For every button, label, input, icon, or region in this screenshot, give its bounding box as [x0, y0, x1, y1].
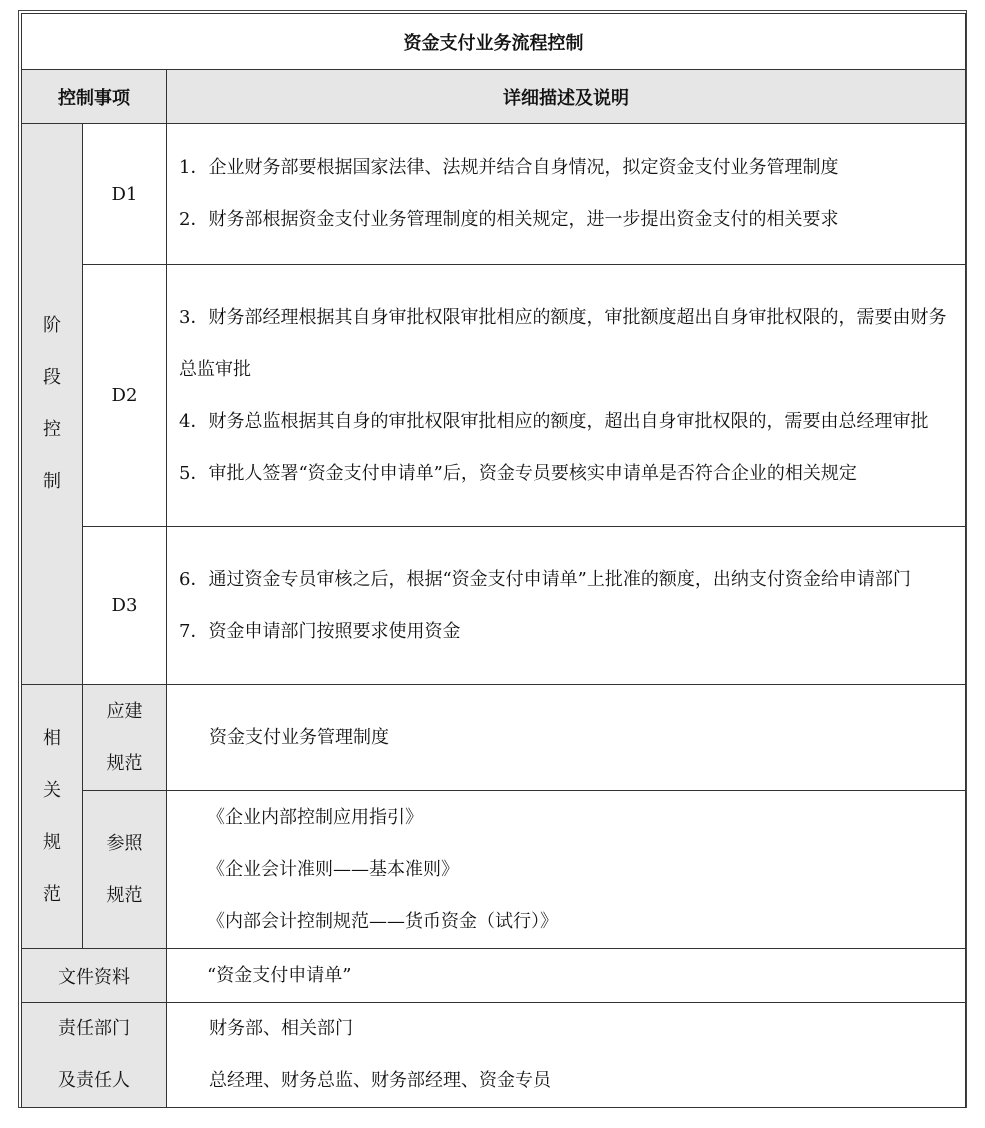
responsibility-label: [22, 1003, 167, 1108]
norms-label-char: 范: [43, 883, 61, 905]
stage-control-label: [22, 124, 83, 685]
process-control-table: [21, 13, 966, 1108]
documents-row: [22, 949, 966, 1003]
desc-line: 3．财务部经理根据其自身审批权限审批相应的额度，审批额度超出自身审批权限的，需要由财务总监审批: [179, 306, 947, 380]
norms-reference-row: [22, 791, 966, 949]
stage-desc-d1: [167, 124, 966, 265]
desc-line: 4．财务总监根据其自身的审批权限审批相应的额度，超出自身审批权限的，需要由总经理审批: [179, 410, 929, 432]
desc-line: 5．审批人签署“资金支付申请单”后，资金专员要核实申请单是否符合企业的相关规定: [179, 462, 857, 484]
norm-item: 《内部会计控制规范——货币资金（试行）》: [207, 910, 558, 932]
norms-should-build-row: [22, 685, 966, 791]
responsibility-line: 财务部、相关部门: [209, 1018, 353, 1039]
norms-label-char: 相: [43, 727, 61, 749]
should-build-items: [167, 685, 966, 791]
stage-desc-d3: [167, 527, 966, 685]
label-line: 规范: [106, 884, 143, 906]
table-title: 资金支付业务流程控制: [22, 14, 966, 70]
norms-label-char: 关: [43, 779, 61, 801]
label-line: 规范: [106, 752, 143, 774]
responsibility-row: [22, 1003, 966, 1108]
label-line: 责任部门: [58, 1018, 130, 1039]
norm-item: 《企业内部控制应用指引》: [207, 806, 423, 828]
stage-row-d2: [22, 265, 966, 527]
norm-item: 《企业会计准则——基本准则》: [207, 858, 459, 880]
responsibility-lines: [167, 1003, 966, 1108]
header-row: [22, 70, 966, 124]
related-norms-label: [22, 685, 83, 949]
desc-line: 2．财务部根据资金支付业务管理制度的相关规定，进一步提出资金支付的相关要求: [179, 209, 839, 230]
stage-label-char: 制: [43, 471, 61, 492]
documents-label: 文件资料: [22, 949, 167, 1003]
stage-row-d3: [22, 527, 966, 685]
header-description: 详细描述及说明: [167, 70, 966, 124]
should-build-label: [83, 685, 167, 791]
desc-line: 6．通过资金专员审核之后，根据“资金支付申请单”上批准的额度，出纳支付资金给申请部门: [179, 568, 911, 590]
stage-code-d3: D3: [83, 527, 167, 685]
documents-value: “资金支付申请单”: [167, 949, 966, 1003]
desc-line: 7．资金申请部门按照要求使用资金: [179, 620, 461, 642]
header-control-item: 控制事项: [22, 70, 167, 124]
stage-row-d1: [22, 124, 966, 265]
stage-label-char: 阶: [43, 315, 61, 336]
stage-code-d1: D1: [83, 124, 167, 265]
title-row: [22, 14, 966, 70]
stage-label-char: 控: [43, 419, 61, 440]
stage-desc-d2: [167, 265, 966, 527]
reference-label: [83, 791, 167, 949]
reference-items: [167, 791, 966, 949]
desc-line: 1．企业财务部要根据国家法律、法规并结合自身情况，拟定资金支付业务管理制度: [179, 157, 839, 178]
label-line: 应建: [106, 700, 143, 722]
responsibility-line: 总经理、财务总监、财务部经理、资金专员: [209, 1070, 551, 1091]
label-line: 参照: [106, 832, 143, 854]
label-line: 及责任人: [58, 1070, 130, 1091]
norm-item: 资金支付业务管理制度: [209, 726, 389, 748]
stage-label-char: 段: [43, 367, 61, 388]
norms-label-char: 规: [43, 831, 61, 853]
stage-code-d2: D2: [83, 265, 167, 527]
